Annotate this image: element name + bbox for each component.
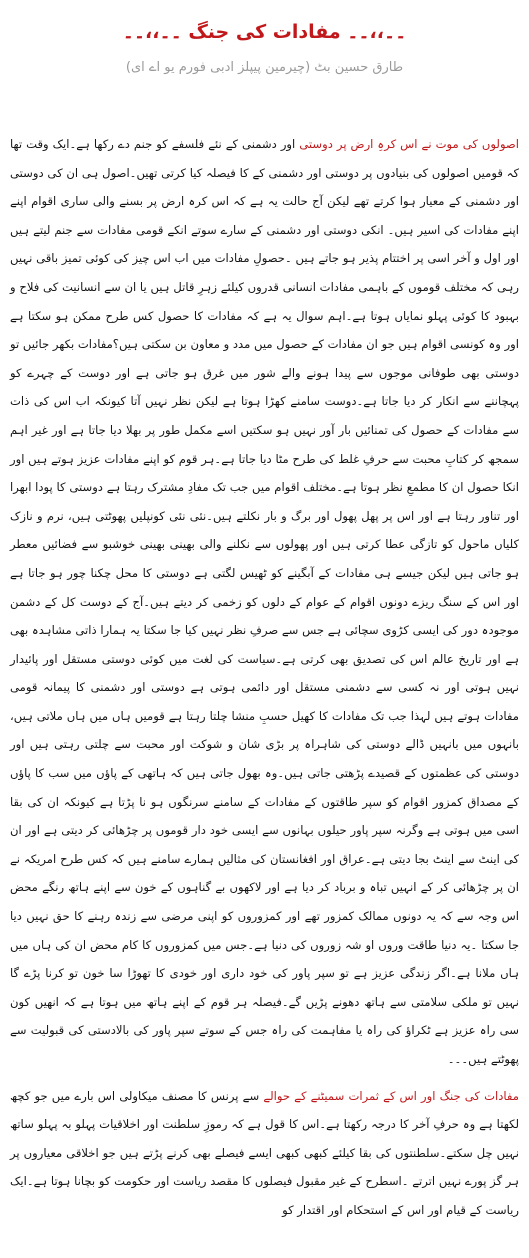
header-spacer (10, 80, 519, 130)
paragraph-2-lead: مفادات کی جنگ اور اس کے ثمرات سمیٹنے کے حوالے (263, 1088, 519, 1103)
paragraph-2-body: سے پرنس کا مصنف میکاولی اس بارے میں جو کچھ لکھتا ہے وہ حرفِ آخر کا درجہ رکھتا ہے۔اس کا قول ہے کہ رموزِ سلطنت اور اخلاقیات پہلو بہ پہلو ساتھ نہیں چل سکتے۔سلطنتوں کی بقا کیلئے کبھی کبھی ایسے فیصلے بھی کرنے پڑتے ہیں جو اخلاقی معیاروں پر ہر گز پورے نہیں اترتے ۔اسطرح کے غیر مقبول فیصلوں کا مقصد ریاست اور حکومت کو بچانا ہوتا ہے۔ایک ریاست کے قیام اور اس کے استحکام اور اقتدار کو (10, 1088, 519, 1217)
paragraph-1-lead: اصولوں کی موت نے اس کرہِ ارض پر دوستی (299, 137, 519, 151)
article-paragraph-2 (10, 1082, 519, 1225)
article-title: ۔۔،،۔۔ مفادات کی جنگ ۔۔،،۔۔ (122, 21, 407, 43)
paragraph-1-body: اور دشمنی کے نئے فلسفے کو جنم دے رکھا ہے۔ایک وقت تھا کہ قومیں اصولوں کی بنیادوں پر دوستی اور دشمنی کے کا فیصلہ کیا کرتی تھیں۔اصول ہی ان کی دوستی اور دشمنی کے معیار ہوا کرتے تھے لیکن آج حالت یہ ہے کہ اس کرہ ارض پر بسنے والی ساری اقوام اپنے اپنے مفادات کی اسیر ہیں۔ انکی دوستی اور دشمنی کے سارے سوتے انکے قومی مفادات سے جنم لیتے ہیں اور اول و آخر اسی پر اختتام پذیر ہو جاتے ہیں ۔حصولِ مفادات میں اب اس چیز کی کوئی تمیز باقی نہیں رہی کہ مختلف قوموں کے باہمی مفادات انسانی قدروں کیلئے زہرِ قاتل ہیں یا ان سے انسانیت کی فلاح و بہبود کا کوئی پہلو نمایاں ہوتا ہے۔اہم سوال یہ ہے کہ مفادات کا حصول کس طرح ممکن ہو سکتا ہے اور وہ کونسی اقوام ہیں جو ان مفادات کے حصول میں مدد و معاون بن سکتی ہیں؟مفادات بکھر جائیں تو دوستی بھی طوفانی موجوں سے پیدا ہونے والے شور میں غرق ہو جاتی ہے اور دوست کے چہرے کو پہچاننے سے انکار کر دیا جاتا ہے۔دوست سامنے کھڑا ہوتا ہے لیکن نظر نہیں آتا کیونکہ اب اس کی ذات سے مفادات کے حصول کی تمنائیں بار آور نہیں ہو سکتیں اسے مکمل طور پر بھلا دیا جاتا ہے اور غیر اہم سمجھ کر کتابِ محبت سے حرفِ غلط کی طرح مٹا دیا جاتا ہے۔ہر قوم کو اپنے مفادات عزیز ہوتے ہیں اور انکا حصول ان کا مطمعِ نظر ہوتا ہے۔مختلف اقوام میں جب تک مفادِ مشترک رہتا ہے دوستی کا پودا ابھرا اور تناور رہتا ہے اور اس پر پھل پھول اور برگ و بار نکلتے ہیں۔نئی نئی کونپلیں پھوٹتی ہیں، نرم و نازک کلیاں ماحول کو تازگی عطا کرتی ہیں اور پھولوں سے نکلنے والی بھینی بھینی خوشبو سے فضائیں معطر ہو جاتی ہیں لیکن جیسے ہی مفادات کے آبگینے کو ٹھیس لگتی ہے دوستی کا محل چکنا چور ہو جاتا ہے اور اس کے سنگ ریزے دونوں اقوام کے عوام کے دلوں کو زخمی کر دیتے ہیں۔آج کے دوست کل کے دشمن موجودہ دور کی ایسی کڑوی سچائی ہے جس سے صرفِ نظر نہیں کیا جا سکتا یہ ہمارا ذاتی مشاہدہ بھی ہے اور تاریخ عالم اس کی تصدیق بھی کرتی ہے۔سیاست کی لغت میں کوئی دوستی مستقل اور پائیدار نہیں ہوتی اور نہ کسی سے دشمنی مستقل اور دائمی ہوتی ہے دوستی اور دشمنی کا پیمانہ قومی مفادات ہوتے ہیں لہذا جب تک مفادات کا کھیل حسبِ منشا چلتا رہتا ہے قومیں ہاں میں ہاں ملاتی ہیں، بانہوں میں بانہیں ڈالے دوستی کی شاہراہ پر بڑی شان و شوکت اور محبت سے چلتی رہتی ہیں اور دوستی کی عظمتوں کے قصیدے پڑھتی جاتی ہیں۔وہ بھول جاتی ہیں کہ ہاتھی کے پاؤں میں سب کا پاؤں کے مصداق کمزور اقوام کو سپر طاقتوں کے مفادات کے سامنے سرنگوں ہو نا پڑتا ہے کیونکہ ان کی بقا اسی میں ہوتی ہے وگرنہ سپر پاور حیلوں بہانوں سے ایسی خود دار قوموں پر چڑھائی کر دیتی ہے اور ان کی اینٹ سے اینٹ بجا دیتی ہے۔عراق اور افغانستان کی مثالیں ہمارے سامنے ہیں کہ کس طرح امریکہ نے ان پر چڑھائی کر کے انہیں تباہ و برباد کر دیا ہے اور لاکھوں بے گناہوں کے خون سے اپنے ہاتھ رنگے محض اس وجہ سے کہ یہ دونوں ممالک کمزور تھے اور کمزوروں کو اپنی مرضی سے زندہ رہنے کا حق نہیں دیا جا سکتا ۔یہ دنیا طاقت وروں او شہ زوروں کی دنیا ہے۔جس میں کمزوروں کا کام محض ان کی ہاں میں ہاں ملانا ہے۔اگر زندگی عزیز ہے تو سپر پاور کی خود داری اور خودی کا تھوڑا سا خون تو کرنا پڑے گا نہیں تو ملکی سلامتی سے ہاتھ دھونے پڑیں گے۔فیصلہ ہر قوم کے اپنے ہاتھ میں ہوتا ہے کہ انھیں کون سی راہ عزیز ہے ٹکراؤ کی راہ یا مفاہمت کی راہ جس کے سوتے سپر پاور کی بالادستی کی قبولیت سے پھوٹتے ہیں۔۔۔ (10, 137, 519, 1066)
article-byline: طارق حسین بٹ (چیرمین پیپلز ادبی فورم یو اے ای) (125, 60, 404, 75)
article-paragraph-1 (10, 130, 519, 1074)
